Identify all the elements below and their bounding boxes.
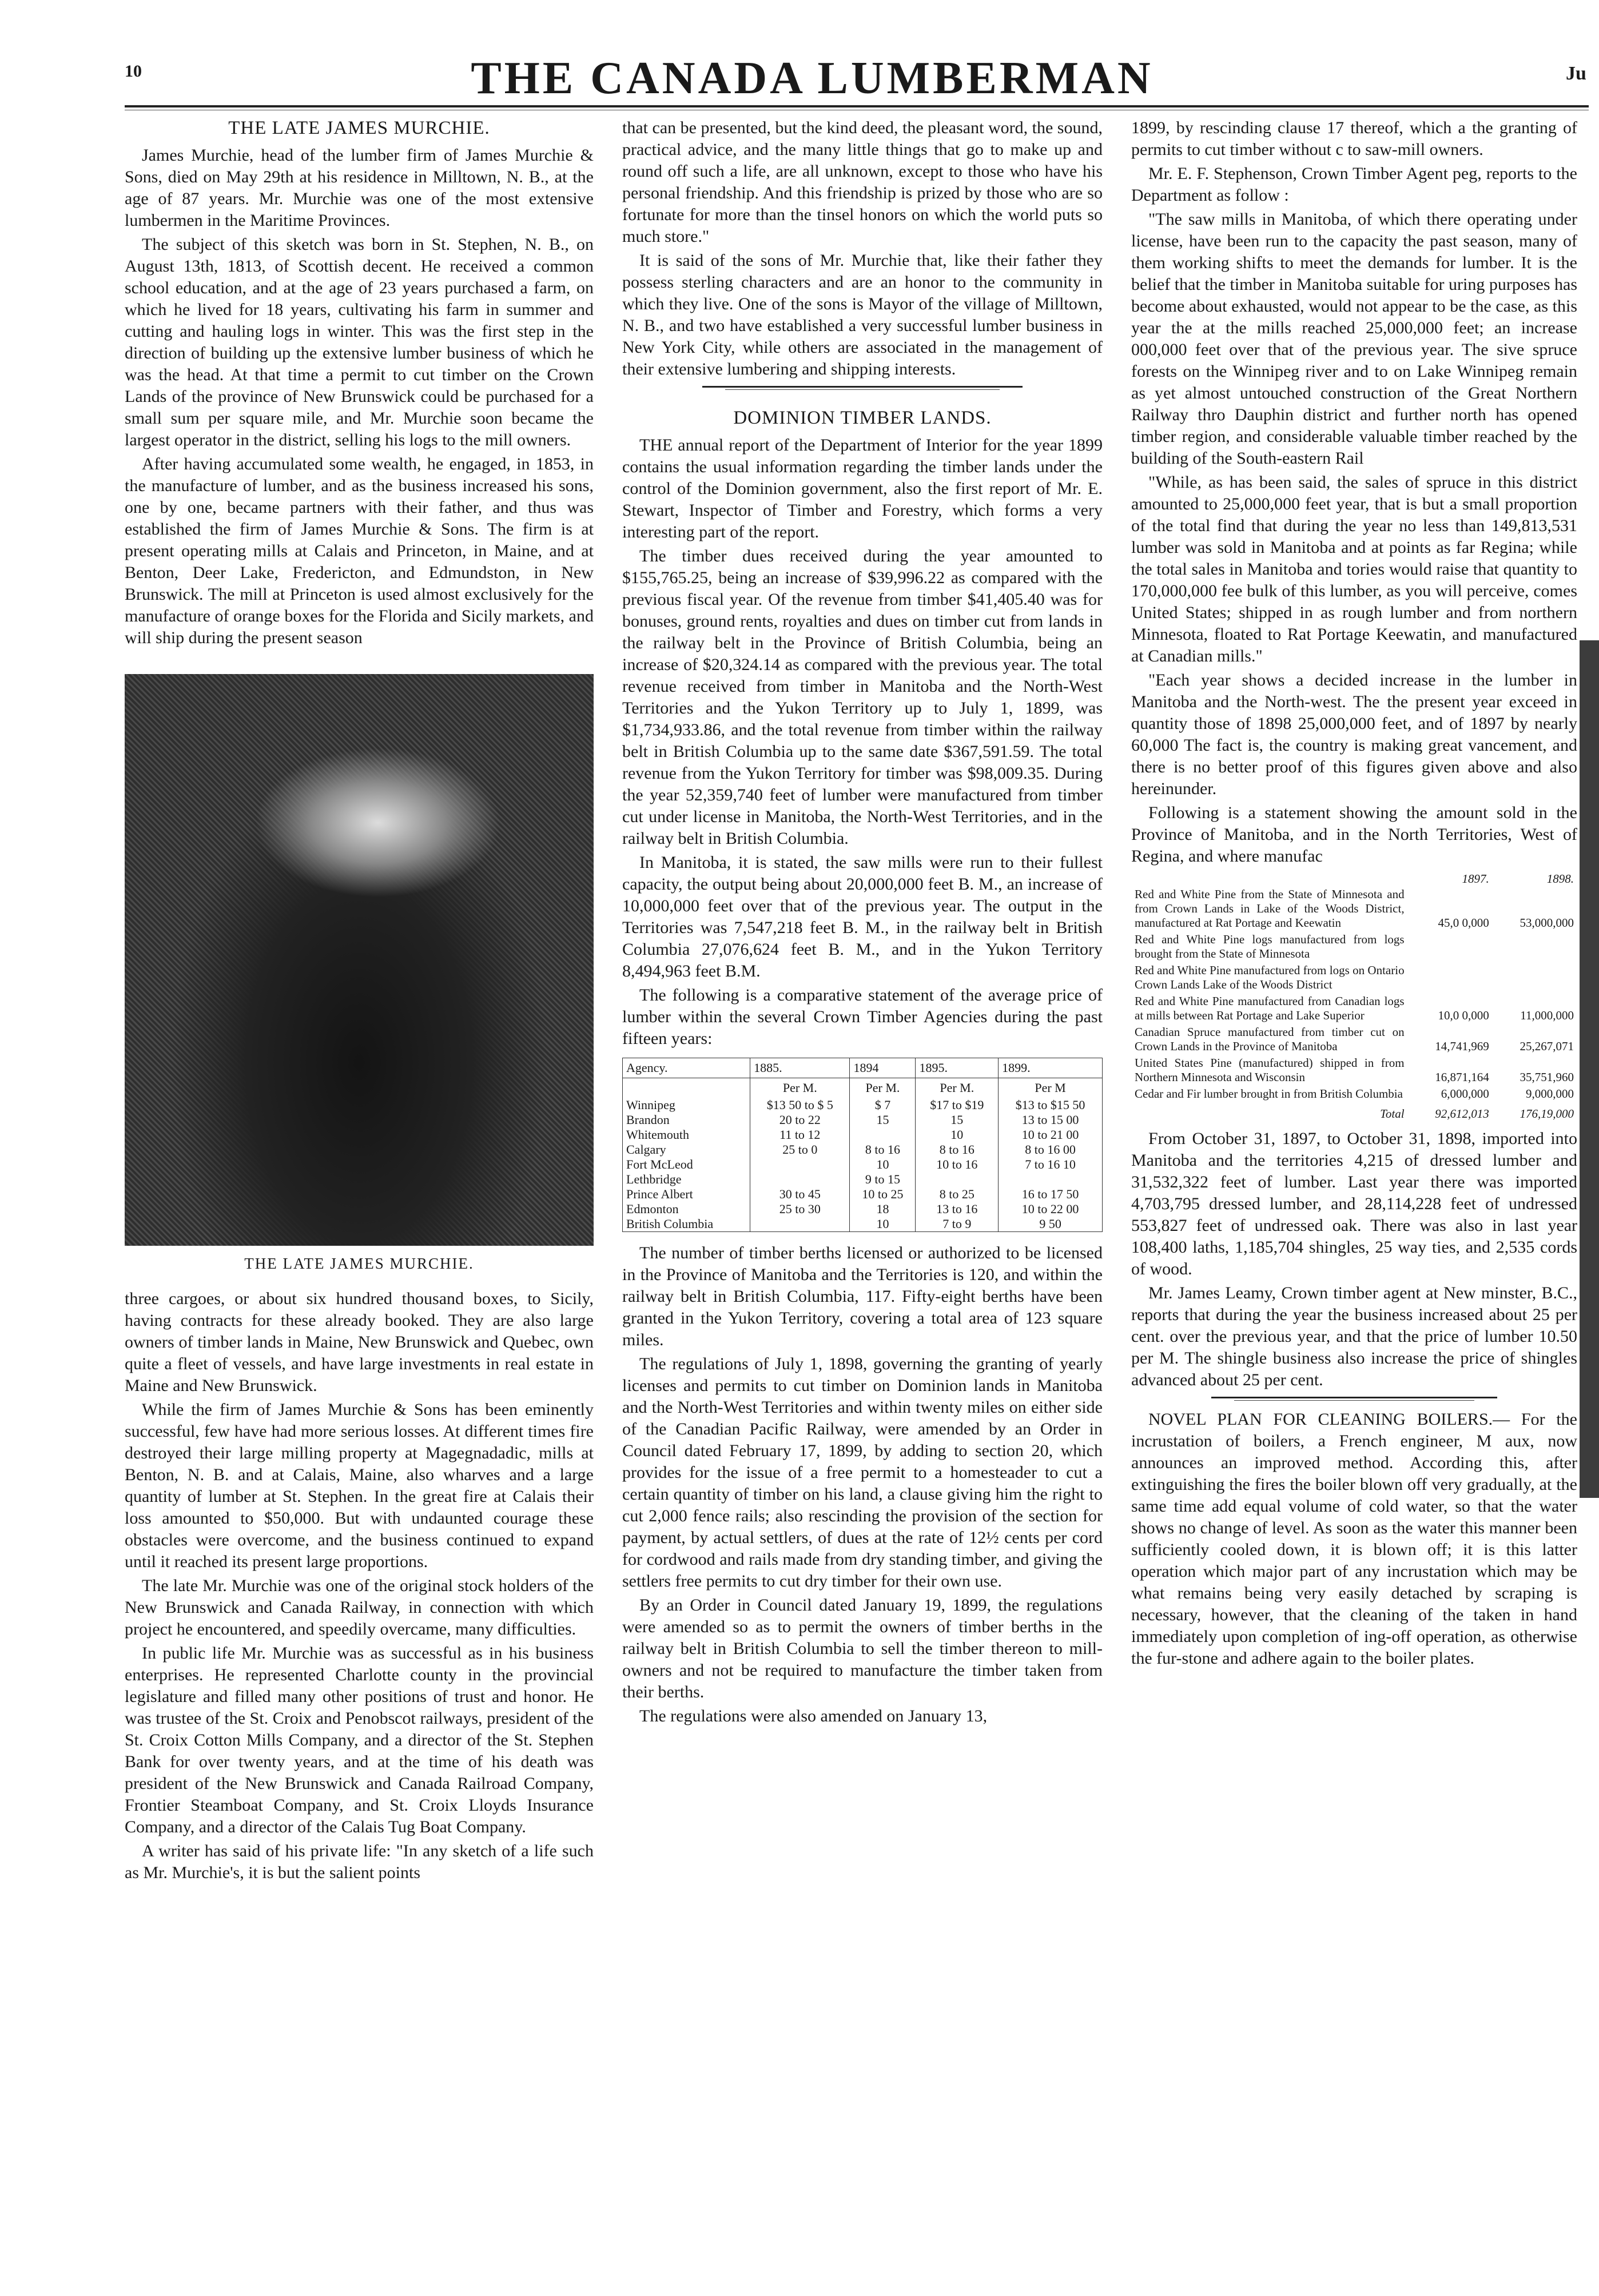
price-table-cell: 7 to 9 <box>916 1217 999 1232</box>
price-table-cell: $13 to $15 50 <box>999 1098 1103 1113</box>
dominion-paragraph: In Manitoba, it is stated, the saw mills were run to their fullest capacity, the output being about 20,000,000 feet B. M., an increase of 10,000,000 feet over that of the previous year. The output in the Territories was 7,547,218 feet B. M., in the railway belt in British Columbia 27,076,624 feet B. M., and in the Yukon Territory 8,494,963 feet B.M. <box>622 853 1103 980</box>
column-1 <box>125 117 594 1886</box>
price-table-cell: 10 to 21 00 <box>999 1127 1103 1142</box>
lumber-sold-cell: 9,000,000 <box>1526 1087 1574 1101</box>
lumber-sold-cell: 11,000,000 <box>1520 1009 1574 1022</box>
lumber-sold-header <box>1131 872 1577 886</box>
murchie-paragraph: A writer has said of his private life: "In any sketch of a life such as Mr. Murchie's, it is but the salient points <box>125 1841 594 1882</box>
price-table-header-cell: 1895. <box>916 1058 999 1078</box>
price-table-cell: 9 50 <box>999 1217 1103 1232</box>
price-table-cell: Fort McLeod <box>623 1157 750 1172</box>
lumber-sold-cell: United States Pine (manufactured) shipped in from Northern Minnesota and Wisconsin <box>1135 1056 1405 1084</box>
price-table-cell: 10 to 16 <box>916 1157 999 1172</box>
price-table-unit: Per M. <box>916 1078 999 1098</box>
dominion-continued: Following is a statement showing the amount sold in the Province of Manitoba, and in the North Territories, West of Regina, and where manufac <box>1131 803 1577 866</box>
price-table-cell: Whitemouth <box>623 1127 750 1142</box>
price-table-row <box>623 1098 1103 1113</box>
lumber-sold-cell <box>1493 962 1577 993</box>
lumber-sold-cell: Red and White Pine logs manufactured from logs brought from the State of Minnesota <box>1135 932 1405 960</box>
price-table-cell: 10 <box>916 1127 999 1142</box>
lumber-sold-row <box>1131 993 1577 1024</box>
price-table-header <box>623 1058 1103 1078</box>
murchie-paragraph: The subject of this sketch was born in St. Stephen, N. B., on August 13th, 1813, of Scottish decent. He received a common school education, and at the age of 23 years purchased a farm, on which he lived for 18 years, cultivating his farm in summer and cutting and hauling logs in winter. This was the first step in the direction of building up the extensive lumber business of which he was the head. At that time a permit to cut timber on the Crown Lands of the province of New Brunswick could be purchased for a small sum per square mile, and Mr. Murchie soon became the largest operator in the district, selling his logs to the mill owners. <box>125 235 594 449</box>
lumber-sold-year: 1898. <box>1546 872 1574 886</box>
price-table-header-cell: 1894 <box>850 1058 916 1078</box>
section-divider <box>702 386 1023 388</box>
murchie-continued: It is said of the sons of Mr. Murchie that, like their father they possess sterling characters and are an honor to the community in which they live. One of the sons is Mayor of the village of Milltown, N. B., and two have established a very successful lumber business in New York City, while others are associated in the management of their extensive lumbering and shipping interests. <box>622 251 1103 378</box>
price-table-cell: British Columbia <box>623 1217 750 1232</box>
price-table-cell: 20 to 22 <box>750 1113 850 1127</box>
masthead: THE CANADA LUMBERMAN <box>471 53 1153 103</box>
lumber-sold-row <box>1131 1086 1577 1102</box>
dominion-paragraph: By an Order in Council dated January 19, 1899, the regulations were amended so as to permit the owners of timber berths in the railway belt in British Columbia to sell the timber thereon to mill-owners and not be required to manufacture the timber taken from their berths. <box>622 1596 1103 1701</box>
murchie-paragraph: three cargoes, or about six hundred thousand boxes, to Sicily, having contracts for these already booked. They are also large owners of timber lands in Maine, New Brunswick and Quebec, own quite a fleet of vessels, and have large investments in real estate in Maine and New Brunswick. <box>125 1289 594 1395</box>
price-table-cell: 8 to 16 <box>850 1142 916 1157</box>
lumber-sold-cell: 16,871,164 <box>1435 1070 1489 1084</box>
lumber-sold-total-label: Total <box>1380 1107 1405 1121</box>
lumber-sold-cell: 45,0 0,000 <box>1438 916 1489 930</box>
murchie-continued: that can be presented, but the kind deed, the pleasant word, the sound, practical advice, and the many little things that go to make up and round off such a life, are all unknown, except to those who have his personal friendship. And this friendship is prized by those who are so fortunate for more than the tinsel honors on which the world puts so much store." <box>622 118 1103 246</box>
lumber-sold-cell: 53,000,000 <box>1520 916 1574 930</box>
price-table-cell <box>916 1172 999 1187</box>
price-table-cell: Prince Albert <box>623 1187 750 1202</box>
price-table-cell: Brandon <box>623 1113 750 1127</box>
price-table-row <box>623 1172 1103 1187</box>
dominion-continued: "The saw mills in Manitoba, of which there operating under license, have been run to the capacity the past season, many of them working shifts to meet the demands for lumber. It is the belief that the timber in Manitoba suitable for uring purposes has become about exhausted, would not appear to be the case, as this year the at the mills reached 25,000,000 feet; an increase 000,000 feet over that of the previous year. The sive spruce forests on the Winnipeg river and to on Lake Winnipeg remain as yet almost untouched construction of the Great Northern Railway thro Dauphin district and further north has opened timber region, and considerable valuable timber reached by the building of the South-eastern Rail <box>1131 210 1577 468</box>
price-table-cell: 16 to 17 50 <box>999 1187 1103 1202</box>
murchie-paragraph: The late Mr. Murchie was one of the original stock holders of the New Brunswick and Canada Railway, in connection with which project he encountered, and speedily overcame, many difficulties. <box>125 1576 594 1639</box>
price-table-cell <box>750 1157 850 1172</box>
price-table-cell: 13 to 15 00 <box>999 1113 1103 1127</box>
dominion-paragraph: From October 31, 1897, to October 31, 1898, imported into Manitoba and the territories 4,215 of dressed lumber and 31,532,322 feet of lumber. Last year there was imported 4,703,795 dressed lumber, and 28,114,228 feet of undressed 553,827 feet of undressed oak. There was also in last year 108,400 laths, 1,185,704 shingles, 25 way ties, and 2,535 cords of wood. <box>1131 1129 1577 1278</box>
scan-edge-shadow <box>1580 640 1599 1498</box>
lumber-sold-row <box>1131 962 1577 993</box>
issue-mark: Ju <box>1566 63 1586 84</box>
lumber-sold-cell: Canadian Spruce manufactured from timber cut on Crown Lands in the Province of Manitoba <box>1135 1025 1405 1053</box>
lumber-sold-cell: Red and White Pine manufactured from logs on Ontario Crown Lands Lake of the Woods District <box>1135 963 1405 991</box>
murchie-paragraph: While the firm of James Murchie & Sons has been eminently successful, few have had more serious losses. At different times fire destroyed their large milling property at Magegnadadic, mills at Benton, N. B. and at Calais, Maine, also wharves and a large quantity of lumber at St. Stephen. In the great fire at Calais their loss amounted to $50,000. But with undaunted courage these obstacles were overcome, and the business continued to expand until it reached its present large proportions. <box>125 1400 594 1571</box>
price-table-cell: 15 <box>850 1113 916 1127</box>
price-table-unit: Per M <box>999 1078 1103 1098</box>
price-table-cell: 10 to 25 <box>850 1187 916 1202</box>
lumber-sold-row <box>1131 1055 1577 1086</box>
price-table-cell: 25 to 30 <box>750 1202 850 1217</box>
price-table-cell: 15 <box>916 1113 999 1127</box>
lumber-sold-cell: 25,267,071 <box>1520 1039 1574 1053</box>
lumber-sold-total: 176,19,000 <box>1520 1107 1574 1121</box>
murchie-paragraph: James Murchie, head of the lumber firm of James Murchie & Sons, died on May 29th at his residence in Milltown, N. B., at the age of 87 years. Mr. Murchie was one of the most extensive lumbermen in the Maritime Provinces. <box>125 146 594 230</box>
lumber-sold-cell <box>1493 931 1577 962</box>
lumber-sold-cell: 6,000,000 <box>1441 1087 1489 1101</box>
price-table-header-cell: 1885. <box>750 1058 850 1078</box>
price-table-row <box>623 1113 1103 1127</box>
price-table-row <box>623 1187 1103 1202</box>
price-table-row <box>623 1217 1103 1232</box>
dominion-paragraph: The regulations were also amended on January 13, <box>639 1707 988 1725</box>
lumber-sold-cell <box>1408 962 1493 993</box>
novel-title: NOVEL PLAN FOR CLEANING BOILERS. <box>1148 1410 1493 1429</box>
lumber-sold-total: 92,612,013 <box>1435 1107 1489 1121</box>
dominion-continued: "While, as has been said, the sales of spruce in this district amounted to 25,000,000 feet year, that is but a small proportion of the total find that during the year no less than 149,813,531 lumber was sold in Manitoba and at points as far Regina; while the total sales in Manitoba and tories would raise that quantity to 170,000,000 fee bulk of this lumber, as you will perceive, comes United States; shipped in as rough lumber and from northern Minnesota, floated to Rat Portage Keewatin, and manufactured at Canadian mills." <box>1131 473 1577 665</box>
price-table-row <box>623 1142 1103 1157</box>
lumber-sold-year: 1897. <box>1462 872 1489 886</box>
lumber-sold-cell: 10,0 0,000 <box>1438 1009 1489 1022</box>
price-table-cell: 25 to 0 <box>750 1142 850 1157</box>
price-table-cell: $17 to $19 <box>916 1098 999 1113</box>
novel-text: For the incrustation of boilers, a French engineer, M aux, now announces an improved method. According this, after extinguishing the fires the boiler blown off very gradually, at the same time add equal volume of cold water, so that the water shows no change of level. As soon as the water this manner been sufficiently cooled down, it is blown off; it is this latter operation which major part of any incrustation which may be what remains being very easily detached by scraping is necessary, however, that the cleaning of the taken in hand immediately upon completion of ing-off operation, as otherwise the fur-stone and adhere again to the boiler plates. <box>1131 1410 1577 1668</box>
dominion-paragraph: THE annual report of the Department of Interior for the year 1899 contains the usual information regarding the timber lands under the control of the Dominion government, also the first report of Mr. E. Stewart, Inspector of Timber and Forestry, which forms a very interesting part of the report. <box>622 436 1103 541</box>
price-table-cell: Calgary <box>623 1142 750 1157</box>
price-table-cell: 11 to 12 <box>750 1127 850 1142</box>
dominion-paragraph: Mr. James Leamy, Crown timber agent at New minster, B.C., reports that during the year the business increased about 25 per cent. over the previous year, and that the price of lumber 10.50 per M. The shingle business also increase the price of shingles advanced about 25 per cent. <box>1131 1283 1577 1389</box>
photo-caption: THE LATE JAMES MURCHIE. <box>244 1255 474 1272</box>
lumber-sold-header-blank <box>1131 872 1408 886</box>
murchie-paragraph: In public life Mr. Murchie was as successful as in his business enterprises. He represented Charlotte county in the provincial legislature and filled many other positions of trust and honor. He was trustee of the St. Croix and Penobscot railways, president of the St. Croix Cotton Mills Company, and a director of the St. Stephen Bank for over twenty years, and at the time of his death was president of the New Brunswick and Canada Railroad Company, Frontier Steamboat Company, and St. Croix Lloyds Insurance Company, and a director of the Calais Tug Boat Company. <box>125 1644 594 1836</box>
dominion-paragraph: The timber dues received during the year amounted to $155,765.25, being an increase of $39,996.22 as compared with the previous fiscal year. Of the revenue from timber $41,405.40 was for bonuses, ground rents, royalties and dues on timber cut from lands in the railway belt in the Province of British Columbia, being an increase of $20,324.14 as compared with the previous year. The total revenue received from timber in Manitoba and the North-West Territories and the Yukon Territory up to July 1, 1899, was $1,734,933.86, and the total revenue from timber within the railway belt in British Columbia up to the same date $367,591.59. The total revenue from the Yukon Territory for timber was $98,009.35. During the year 52,359,740 feet of lumber were manufactured from timber cut under license in Manitoba, the North-West Territories, and in the railway belt in British Columbia. <box>622 547 1103 848</box>
price-table-cell <box>750 1217 850 1232</box>
dominion-continued: 1899, by rescinding clause 17 thereof, which a the granting of permits to cut timber without c to saw-mill owners. <box>1131 118 1577 159</box>
price-table-cell: $ 7 <box>850 1098 916 1113</box>
novel-paragraph: NOVEL PLAN FOR CLEANING BOILERS.— For the incrustation of boilers, a French engineer, M aux, now announces an improved method. According this, after extinguishing the fires the boiler blown off very gradually, at the same time add equal volume of cold water, so that the water shows no change of level. As soon as the water this manner been sufficiently cooled down, it is blown off; it is this latter operation which major part of any incrustation which may be what remains being very easily detached by scraping is necessary, however, that the cleaning of the taken in hand immediately upon completion of ing-off operation, as otherwise the fur-stone and adhere again to the boiler plates. <box>1131 1410 1577 1668</box>
price-table <box>622 1058 1103 1232</box>
lumber-sold-cell <box>1408 931 1493 962</box>
price-table-cell: Winnipeg <box>623 1098 750 1113</box>
murchie-paragraph: After having accumulated some wealth, he engaged, in 1853, in the manufacture of lumber, and as the business increased his sons, one by one, became partners with their father, and thus was established the firm of James Murchie & Sons. The firm is at present operating mills at Calais and Princeton, in Maine, and at Benton, Deer Lake, Fredericton, and Edmundston, in New Brunswick. The mill at Princeton is used almost exclusively for the manufacture of orange boxes for the Florida and Sicily markets, and will ship during the present season <box>125 455 594 647</box>
page-number: 10 <box>125 62 142 81</box>
dominion-paragraph: The regulations of July 1, 1898, governing the granting of yearly licenses and permits to cut timber on Dominion lands in Manitoba and the North-West Territories and within twenty miles on either side of the Canadian Pacific Railway, were amended by an Order in Council dated February 17, 1899, by adding to section 20, which provides for the issue of a free permit to a homesteader to cut a certain quantity of timber on his land, a clause giving him the right to cut 2,000 fence rails; also rescinding the provision of the section for payment, by actual settlers, of dues at the rate of 12½ cents per cord for cordwood and rails made from dry standing timber, and giving the settlers free permits to cut dry timber for their own use. <box>622 1354 1103 1591</box>
price-table-row <box>623 1127 1103 1142</box>
price-table-cell: 7 to 16 10 <box>999 1157 1103 1172</box>
dominion-paragraph: The following is a comparative statement of the average price of lumber within the several Crown Timber Agencies during the past fifteen years: <box>622 986 1103 1048</box>
price-table-cell: 9 to 15 <box>850 1172 916 1187</box>
price-table-cell: 10 <box>850 1217 916 1232</box>
price-table-row <box>623 1157 1103 1172</box>
price-table-cell <box>750 1172 850 1187</box>
lumber-sold-cell: 14,741,969 <box>1435 1039 1489 1053</box>
dominion-title: DOMINION TIMBER LANDS. <box>733 408 992 428</box>
column-3 <box>1131 117 1577 1672</box>
lumber-sold-cell: 35,751,960 <box>1520 1070 1574 1084</box>
price-table-cell: 30 to 45 <box>750 1187 850 1202</box>
price-table-cell: 10 <box>850 1157 916 1172</box>
price-table-unit <box>623 1078 750 1098</box>
dominion-continued: Mr. E. F. Stephenson, Crown Timber Agent peg, reports to the Department as follow : <box>1131 164 1577 205</box>
section-divider-thin <box>725 389 1000 390</box>
price-table-unit: Per M. <box>750 1078 850 1098</box>
lumber-sold-row <box>1131 1024 1577 1055</box>
price-table-cell: Lethbridge <box>623 1172 750 1187</box>
header-rule <box>125 105 1589 107</box>
column-2 <box>622 117 1103 1729</box>
lumber-sold-table <box>1131 872 1577 1122</box>
lumber-sold-total-row <box>1131 1102 1577 1122</box>
price-table-units <box>623 1078 1103 1098</box>
lumber-sold-row <box>1131 931 1577 962</box>
dominion-paragraph: The number of timber berths licensed or authorized to be licensed in the Province of Manitoba and the Territories is 120, and within the railway belt in British Columbia, 117. Fifty-eight berths have been granted in the Yukon Territory, covering a total area of 123 square miles. <box>622 1243 1103 1349</box>
murchie-title: THE LATE JAMES MURCHIE. <box>228 118 490 138</box>
price-table-header-cell: 1899. <box>999 1058 1103 1078</box>
price-table-cell: Edmonton <box>623 1202 750 1217</box>
section-divider-thin <box>1234 1400 1474 1401</box>
price-table-cell: $13 50 to $ 5 <box>750 1098 850 1113</box>
section-divider <box>1211 1397 1497 1398</box>
lumber-sold-cell: Red and White Pine manufactured from Canadian logs at mills between Rat Portage and Lake Superior <box>1135 994 1405 1022</box>
price-table-cell <box>850 1127 916 1142</box>
portrait-photo <box>125 674 594 1246</box>
price-table-cell <box>999 1172 1103 1187</box>
dominion-continued: "Each year shows a decided increase in the lumber in Manitoba and the North-west. The the present year exceed in quantity those of 1898 25,000,000 feet, and of 1897 by nearly 60,000 The fact is, the country is making great vancement, and there is no better proof of this figures given above and also hereinunder. <box>1131 671 1577 798</box>
lumber-sold-cell: Cedar and Fir lumber brought in from British Columbia <box>1135 1087 1403 1101</box>
price-table-cell: 13 to 16 <box>916 1202 999 1217</box>
price-table-cell: 8 to 16 <box>916 1142 999 1157</box>
price-table-cell: 18 <box>850 1202 916 1217</box>
price-table-cell: 10 to 22 00 <box>999 1202 1103 1217</box>
lumber-sold-cell: Red and White Pine from the State of Minnesota and from Crown Lands in Lake of the Woods District, manufactured at Rat Portage and Keewatin <box>1135 887 1405 930</box>
price-table-cell: 8 to 25 <box>916 1187 999 1202</box>
lumber-sold-row <box>1131 886 1577 931</box>
price-table-cell: 8 to 16 00 <box>999 1142 1103 1157</box>
price-table-header-cell: Agency. <box>623 1058 750 1078</box>
price-table-unit: Per M. <box>850 1078 916 1098</box>
price-table-row <box>623 1202 1103 1217</box>
